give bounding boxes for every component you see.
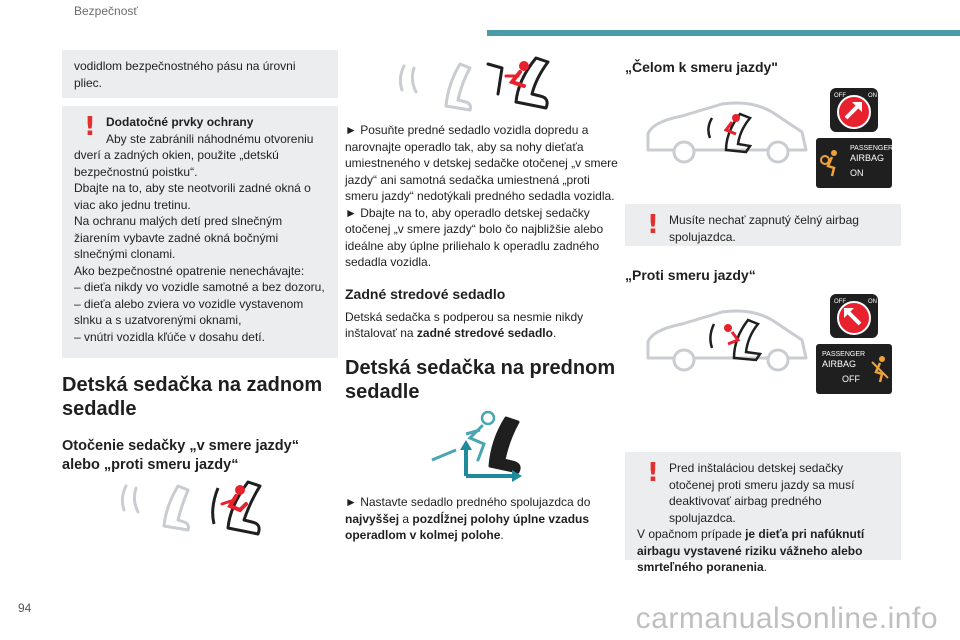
- airbag-off-person-icon: [870, 354, 890, 384]
- warning-body: [74, 131, 326, 346]
- warning-line: Na ochranu malých detí pred slnečným žiarením vybavte zadné okná bočnými slnečnými clonami.: [74, 214, 283, 261]
- warning-airbag-on-text: Musíte nechať zapnutý čelný airbag spolujazdca.: [669, 213, 859, 244]
- seat-position-illustration-icon: [426, 410, 524, 482]
- seat-illustration-icon: [118, 478, 272, 540]
- text-run: V opačnom prípade: [637, 527, 746, 541]
- accent-bar: [487, 30, 960, 36]
- svg-text:ON: ON: [868, 93, 877, 99]
- warning-line: Dbajte na to, aby ste neotvorili zadné okná o viac ako jednu tretinu.: [74, 181, 311, 212]
- airbag-off-line1: PASSENGER: [822, 351, 866, 358]
- child-seat-rear-arrow-icon: [830, 294, 878, 338]
- warning-box-protection: [62, 106, 338, 358]
- text-run-bold: zadné stredové sedadlo: [416, 326, 553, 340]
- watermark: carmanualsonline.info: [635, 602, 938, 635]
- text-run: .: [552, 326, 557, 340]
- warning-line: – dieťa alebo zviera vo vozidle vystavenom slnku a s uzatvorenými oknami,: [74, 296, 304, 327]
- child-seat-rear-badge: [830, 294, 878, 338]
- airbag-on-indicator: [816, 138, 892, 188]
- continued-text: vodidlom bezpečnostného pásu na úrovni pliec.: [74, 59, 296, 90]
- warning-line: Ako bezpečnostné opatrenie nenechávajte:: [74, 263, 305, 278]
- column-1: [62, 50, 338, 475]
- warning-line: – dieťa nikdy vo vozidle samotné a bez dozoru,: [74, 280, 325, 294]
- warning-airbag-off-text: Pred inštaláciou detskej sedačky otočenej proti smeru jazdy sa musí deaktivovať airbag predného spolujazdca.: [669, 461, 855, 525]
- warning-airbag-off-body: [637, 526, 889, 576]
- warning-icon: !: [647, 458, 659, 488]
- airbag-off-line2: AIRBAG: [822, 359, 857, 369]
- warning-box-airbag-on: [625, 204, 901, 246]
- warning-icon: !: [84, 112, 96, 142]
- instruction-front-seat: [345, 494, 621, 544]
- airbag-on-line2: AIRBAG: [850, 153, 885, 163]
- warning-line: Aby ste zabránili náhodnému otvoreniu dverí a zadných okien, použite „detskú bezpečnostnú poistku“.: [74, 131, 314, 179]
- airbag-off-line3: OFF: [842, 374, 860, 384]
- car-rear-facing-illustration-icon: [642, 306, 812, 376]
- warning-icon: !: [647, 210, 659, 240]
- child-seat-forward-badge: [830, 88, 878, 132]
- warning-line: – vnútri vozidla kľúče v dosahu detí.: [74, 329, 265, 344]
- svg-text:ON: ON: [868, 299, 877, 305]
- warning-airbag-off-consequence: [637, 526, 889, 576]
- text-run-bold: pozdĺžnej polohy úplne vzadus operadlom v kolmej polohe: [345, 511, 590, 542]
- text-run: .: [763, 560, 767, 574]
- text-run: a: [399, 511, 413, 526]
- airbag-off-indicator: [816, 344, 892, 394]
- heading-rear-facing: „Proti smeru jazdy“: [625, 267, 756, 283]
- text-run: Detská sedačka s podperou sa nesmie nikdy inštalovať na: [345, 309, 584, 340]
- rear-center-text: [345, 309, 621, 342]
- airbag-on-line3: ON: [850, 168, 864, 178]
- text-run-bold: najvyššej: [345, 511, 400, 526]
- instruction-backrest: ► Dbajte na to, aby operadlo detskej sedačky otočenej „v smere jazdy“ bolo čo najbližšie alebo ideálne aby úplne priliehalo k operadlu zadného sedadla vozidla.: [345, 205, 604, 269]
- airbag-on-line1: PASSENGER: [850, 145, 894, 152]
- heading-rear-seat: Detská sedačka na zadnom sedadle: [62, 374, 323, 420]
- svg-text:OFF: OFF: [834, 93, 846, 99]
- heading-rear-center: Zadné stredové sedadlo: [345, 285, 506, 302]
- text-run-bold: je dieťa pri nafúknutí airbagu vystavené riziku vážneho alebo smrteľného poranenia: [637, 527, 865, 574]
- car-forward-illustration-icon: [642, 98, 812, 168]
- text-run: .: [500, 528, 504, 542]
- warning-box-airbag-off: [625, 452, 901, 574]
- airbag-person-icon: [820, 148, 842, 178]
- page-number: 94: [18, 601, 32, 615]
- continued-box: [62, 50, 338, 98]
- seat-adjust-illustration-icon: [396, 54, 554, 114]
- heading-orientation: Otočenie sedačky „v smere jazdy“ alebo „proti smeru jazdy“: [62, 438, 299, 473]
- heading-front-seat: Detská sedačka na prednom sedadle: [345, 356, 616, 403]
- child-seat-arrow-icon: [830, 88, 878, 132]
- column-2: [345, 122, 621, 404]
- instruction-move-seat: ► Posuňte predné sedadlo vozidla dopredu a narovnajte operadlo tak, aby sa nohy dieťaťa umiestneného v detskej sedačke otočenej „v smere jazdy“ ani samotná sedačka umiestnená „proti smeru jazdy“ nedotýkali predného sedadla vozidla.: [345, 123, 618, 203]
- section-label: Bezpečnosť: [74, 4, 138, 18]
- text-run: ► Nastavte sedadlo predného spolujazdca do: [345, 495, 591, 509]
- heading-forward-facing: „Čelom k smeru jazdy": [625, 59, 778, 75]
- front-seat-instruction-block: [345, 494, 621, 544]
- svg-text:OFF: OFF: [834, 299, 846, 305]
- warning-title: Dodatočné prvky ochrany: [106, 115, 254, 129]
